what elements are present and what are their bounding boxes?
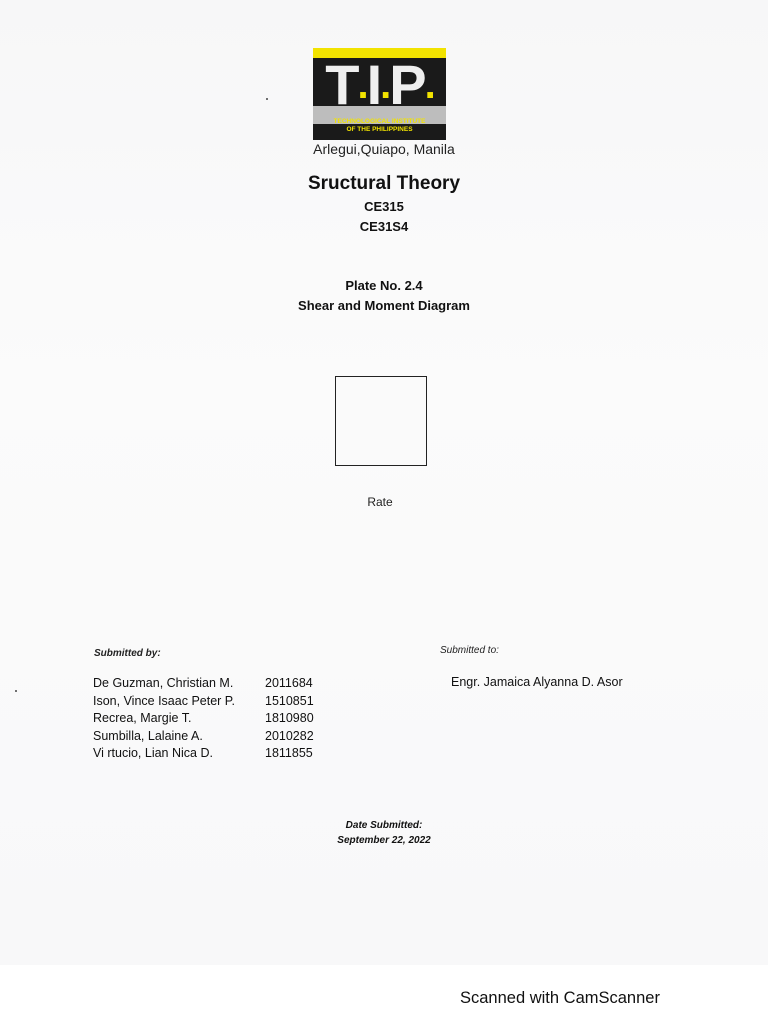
school-address: Arlegui,Quiapo, Manila	[313, 141, 455, 157]
logo-letter-t: T	[325, 53, 358, 116]
logo-tagline-line1: TECHNOLOGICAL INSTITUTE	[333, 118, 426, 125]
logo-dot: .	[357, 63, 367, 107]
member-name: Vi rtucio, Lian Nica D.	[93, 746, 213, 760]
scan-speck	[15, 690, 17, 692]
scanner-watermark: Scanned with CamScanner	[460, 989, 660, 1007]
course-title: Sructural Theory	[307, 173, 461, 194]
logo-letters	[313, 53, 446, 116]
instructor-name: Engr. Jamaica Alyanna D. Asor	[451, 675, 623, 689]
plate-number: Plate No. 2.4	[345, 278, 423, 293]
logo-letter-i: I	[366, 53, 381, 116]
member-name: De Guzman, Christian M.	[93, 676, 234, 690]
submitted-by-label: Submitted by:	[94, 648, 161, 659]
plate-subject: Shear and Moment Diagram	[298, 298, 470, 313]
rate-box	[335, 376, 427, 466]
submitted-to-label: Submitted to:	[440, 645, 499, 656]
member-id: 1510851	[265, 693, 314, 708]
logo-dot: .	[380, 63, 390, 107]
date-submitted-label: Date Submitted:	[345, 820, 423, 831]
member-id: 1810980	[265, 711, 314, 725]
member-id: 2010282	[265, 728, 314, 743]
member-name: Recrea, Margie T.	[93, 711, 192, 725]
rate-label: Rate	[367, 495, 393, 509]
scan-speck	[266, 98, 268, 100]
member-id: 2011684	[265, 676, 313, 690]
member-id: 1811855	[265, 746, 313, 760]
tip-logo	[313, 48, 446, 140]
member-name: Ison, Vince Isaac Peter P.	[93, 693, 235, 708]
date-submitted-value: September 22, 2022	[337, 835, 431, 846]
course-section: CE31S4	[359, 219, 409, 234]
logo-dot: .	[424, 63, 434, 107]
member-name: Sumbilla, Lalaine A.	[93, 728, 203, 743]
logo-tagline-line2: OF THE PHILIPPINES	[346, 126, 413, 133]
logo-letter-p: P	[389, 53, 425, 116]
course-code: CE315	[364, 199, 404, 214]
